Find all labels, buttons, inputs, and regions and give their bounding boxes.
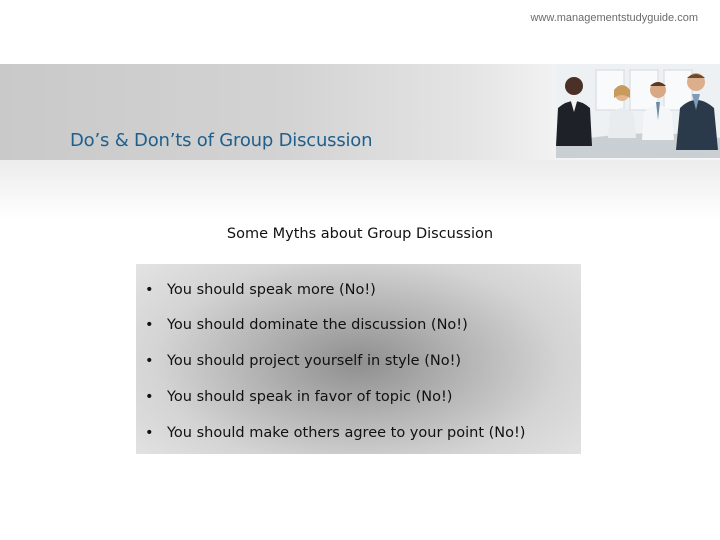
bullet-icon: • (145, 317, 154, 333)
bullet-text: You should make others agree to your point (No!) (167, 425, 526, 441)
slide-subtitle: Some Myths about Group Discussion (226, 226, 494, 242)
bullet-icon: • (145, 282, 154, 298)
list-item (145, 353, 461, 369)
group-meeting-photo (556, 64, 720, 158)
website-url: www.managementstudyguide.com (530, 12, 698, 24)
list-item (145, 425, 525, 441)
list-item (145, 282, 376, 298)
list-item (145, 389, 452, 405)
slide-title: Do’s & Don’ts of Group Discussion (70, 130, 373, 151)
bullet-icon: • (145, 353, 154, 369)
bullet-text: You should speak more (No!) (167, 282, 376, 298)
body-fade (0, 160, 720, 220)
bullet-text: You should project yourself in style (No!) (167, 353, 462, 369)
list-item (145, 317, 468, 333)
bullet-icon: • (145, 389, 154, 405)
bullet-text: You should dominate the discussion (No!) (167, 317, 468, 333)
bullet-icon: • (145, 425, 154, 441)
bullet-text: You should speak in favor of topic (No!) (167, 389, 453, 405)
